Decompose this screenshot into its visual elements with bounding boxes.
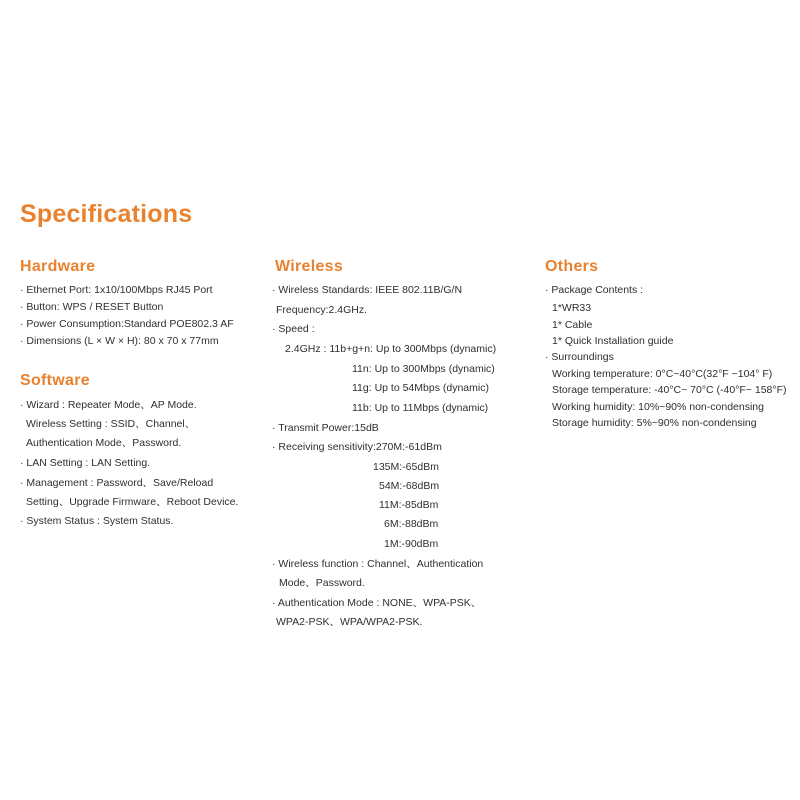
wireless-line: · Wireless Standards: IEEE 802.11B/G/N xyxy=(272,284,463,296)
software-line: Authentication Mode、Password. xyxy=(26,437,182,449)
wireless-line: 11M:-85dBm xyxy=(379,499,439,511)
page-title: Specifications xyxy=(20,200,193,228)
wireless-line: Mode、Password. xyxy=(279,577,365,589)
others-line: 1* Cable xyxy=(552,319,593,331)
hardware-line: · Dimensions (L × W × H): 80 x 70 x 77mm xyxy=(20,335,219,347)
software-line: Wireless Setting : SSID、Channel、 xyxy=(26,418,196,430)
wireless-line: · Authentication Mode : NONE、WPA-PSK、 xyxy=(272,597,482,609)
wireless-line: · Wireless function : Channel、Authentication xyxy=(272,558,484,570)
software-heading: Software xyxy=(20,372,90,389)
others-line: 1*WR33 xyxy=(552,302,592,314)
others-line: · Package Contents : xyxy=(545,284,644,296)
software-line: · LAN Setting : LAN Setting. xyxy=(20,457,151,469)
wireless-line: 6M:-88dBm xyxy=(384,518,439,530)
wireless-line: 1M:-90dBm xyxy=(384,538,439,550)
software-line: · System Status : System Status. xyxy=(20,515,174,527)
wireless-line: 135M:-65dBm xyxy=(373,461,439,473)
wireless-heading: Wireless xyxy=(275,258,344,275)
others-line: Storage temperature: -40°C~ 70°C (-40°F~ 158°F) xyxy=(552,384,787,396)
wireless-line: · Receiving sensitivity:270M:-61dBm xyxy=(272,441,442,453)
software-line: Setting、Upgrade Firmware、Reboot Device. xyxy=(26,496,239,508)
wireless-line: 11g: Up to 54Mbps (dynamic) xyxy=(352,382,489,394)
wireless-line: · Speed : xyxy=(272,323,315,335)
wireless-line: · Transmit Power:15dB xyxy=(272,422,379,434)
wireless-line: 11n: Up to 300Mbps (dynamic) xyxy=(352,363,495,375)
wireless-line: 11b: Up to 11Mbps (dynamic) xyxy=(352,402,489,414)
software-line: · Wizard : Repeater Mode、AP Mode. xyxy=(20,399,197,411)
others-line: Storage humidity: 5%~90% non-condensing xyxy=(552,417,757,429)
hardware-line: · Button: WPS / RESET Button xyxy=(20,301,164,313)
hardware-line: · Power Consumption:Standard POE802.3 AF xyxy=(20,318,234,330)
others-line: Working temperature: 0°C~40°C(32°F ~104° F) xyxy=(552,368,773,380)
wireless-line: 2.4GHz : 11b+g+n: Up to 300Mbps (dynamic) xyxy=(285,343,497,355)
software-line: · Management : Password、Save/Reload xyxy=(20,477,214,489)
wireless-line: Frequency:2.4GHz. xyxy=(276,304,368,316)
wireless-line: 54M:-68dBm xyxy=(379,480,440,492)
others-line: 1* Quick Installation guide xyxy=(552,335,674,347)
wireless-line: WPA2-PSK、WPA/WPA2-PSK. xyxy=(276,616,423,628)
others-line: Working humidity: 10%~90% non-condensing xyxy=(552,401,764,413)
hardware-line: · Ethernet Port: 1x10/100Mbps RJ45 Port xyxy=(20,284,213,296)
hardware-heading: Hardware xyxy=(20,258,96,275)
others-line: · Surroundings xyxy=(545,351,614,363)
others-heading: Others xyxy=(545,258,599,275)
